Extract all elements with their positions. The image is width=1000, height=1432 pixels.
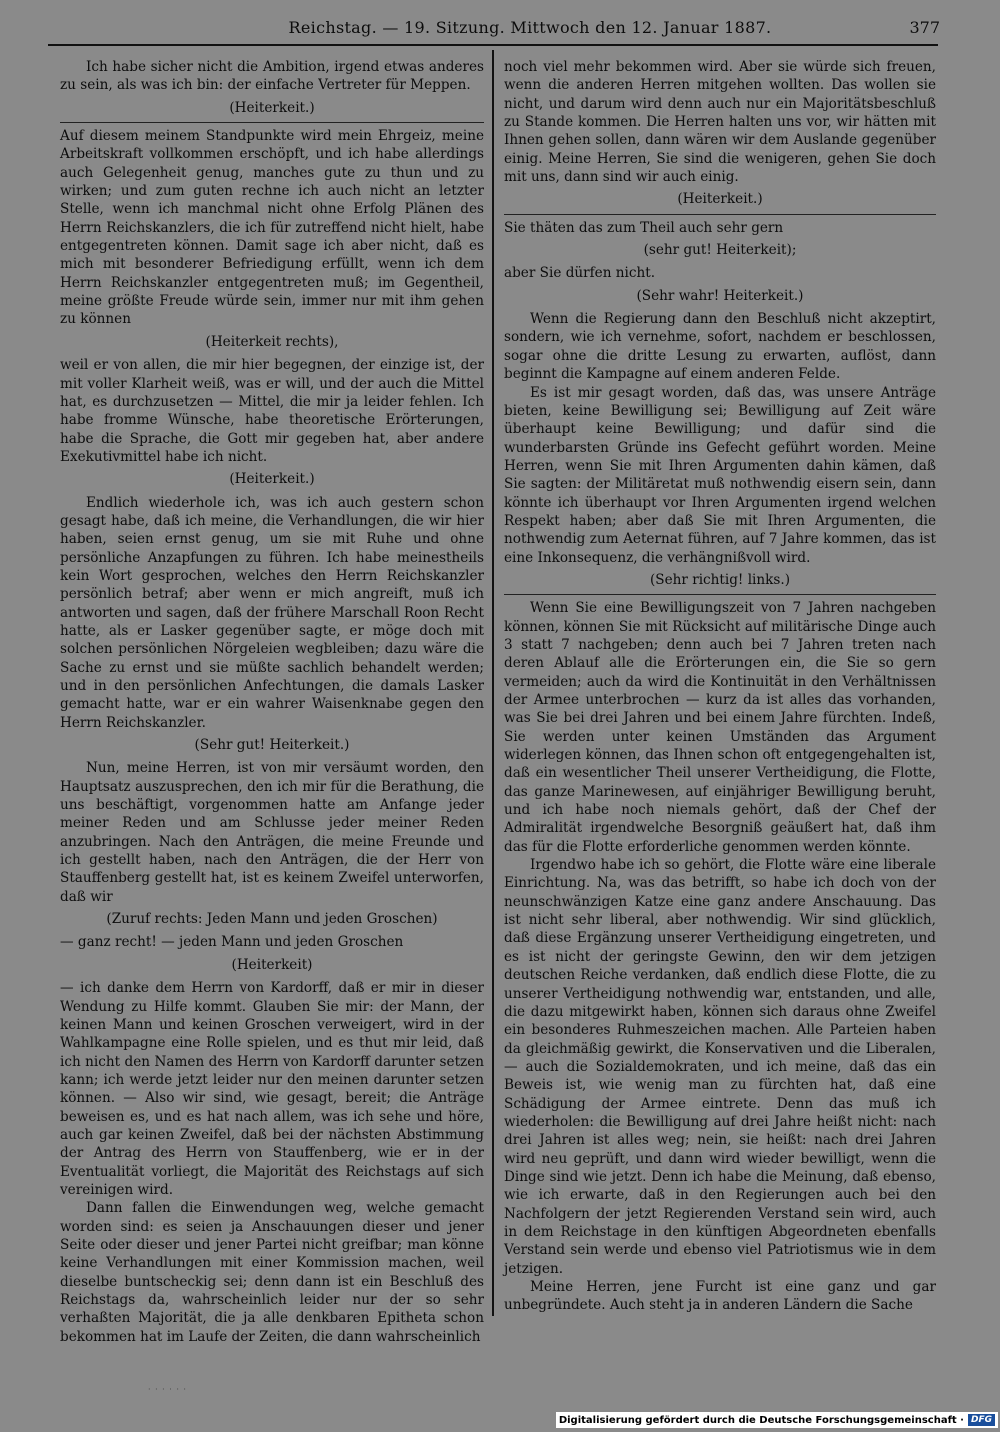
interjection: (Sehr wahr! Heiterkeit.): [636, 287, 804, 304]
paragraph: Es ist mir gesagt worden, daß das, was unsere Anträge bieten, keine Bewilligung sei; Bewilligung auf Zeit wäre überhaupt keine Bewilligung; und dafür sind die wunderbarsten Gründe ins Gefecht geführt worden. Meine Herren, wenn Sie mit Ihren Argumenten dahin kämen, daß Sie sagten: der Militäretat muß nothwendig eisern sein, dann könnte ich überhaupt vor Ihren Argumenten irgend welchen Respekt haben; aber daß Sie mit Ihren Argumenten, die nothwendig zum Aeternat führen, auf 7 Jahre kommen, das ist eine Inkonsequenz, die verhängnißvoll wird.: [504, 384, 936, 566]
dfg-logo: DFG: [968, 1414, 995, 1426]
page-number: 377: [909, 18, 940, 37]
paragraph: Ich habe sicher nicht die Ambition, irgend etwas anderes zu sein, als was ich bin: der einfache Vertreter für Meppen.: [60, 59, 484, 94]
right-column: [504, 58, 936, 1315]
interjection: (sehr gut! Heiterkeit);: [643, 242, 797, 259]
paragraph: — ich danke dem Herrn von Kardorff, daß er mir in dieser Wendung zu Hilfe kommt. Glauben Sie mir: der Mann, der keinen Mann und keinen Groschen verweigert, wird in der Wahlkampagne eine Rolle spielen, und es thut mir leid, daß ich nicht den Namen des Herrn von Kardorff darunter setzen kann; ich werde jetzt leider nur den meinen darunter setzen können. — Also wir sind, wie gesagt, bereit; die Anträge beweisen es, und es hat nach allem, was ich sehe und höre, auch gar keinen Zweifel, daß bei der nächsten Abstimmung der Antrag des Herrn von Stauffenberg, wie er in der Eventualität vorliegt, die Majorität des Reichstags auf sich vereinigen wird.: [60, 980, 484, 1198]
paragraph: aber Sie dürfen nicht.: [504, 265, 656, 282]
paragraph: Dann fallen die Einwendungen weg, welche gemacht worden sind: es seien ja Anschauungen dieser und jener Seite oder dieser und jener Partei nicht greifbar; man könne keine Verhandlungen mit einer Kommission machen, weil dieselbe buntscheckig sei; denn dann ist ein Beschluß des Reichstags da, wahrscheinlich leider nur der so sehr verhaßten Majorität, die ja alle denkbaren Epitheta schon bekommen hat im Laufe der Zeiten, die dann wahrscheinlich: [60, 1200, 484, 1345]
left-column: [60, 58, 484, 1346]
interjection: (Zuruf rechts: Jeden Mann und jeden Groschen): [106, 911, 438, 928]
divider: [60, 122, 484, 123]
paragraph: — ganz recht! — jeden Mann und jeden Groschen: [60, 934, 404, 951]
paragraph: weil er von allen, die mir hier begegnen, der einzige ist, der mit voller Klarheit weiß, was er will, und der auch die Mittel hat, es durchzusetzen — Mittel, die mir ja leider fehlen. Ich habe fromme Wünsche, habe theoretische Erörterungen, habe die Sprache, die Gott mir gegeben hat, aber andere Exekutivmittel habe ich nicht.: [60, 357, 484, 465]
paragraph: noch viel mehr bekommen wird. Aber sie würde sich freuen, wenn die anderen Herren mitgehen wollten. Das wollen sie nicht, und darum wird denn auch nur ein Majoritätsbeschluß zu Stande kommen. Die Herren halten uns vor, wir hätten mit Ihnen gehen sollen, dann wären wir dem Auslande gegenüber einig. Meine Herren, Sie sind die wenigeren, gehen Sie doch mit uns, dann sind wir auch einig.: [504, 59, 936, 186]
interjection: (Heiterkeit rechts),: [205, 333, 339, 350]
credit-text: Digitalisierung gefördert durch die Deutsche Forschungsgemeinschaft ·: [558, 1414, 964, 1426]
interjection: (Sehr gut! Heiterkeit.): [194, 737, 350, 754]
paragraph: Wenn Sie eine Bewilligungszeit von 7 Jahren nachgeben können, können Sie mit Rücksicht auf militärische Dinge auch 3 statt 7 nachgeben; denn auch bei 7 Jahren treten nach deren Ablauf alle die Erörterungen ein, die Sie so gern vermeiden; auch da wird die Kontinuität in den Verhältnissen der Armee unterbrochen — kurz da ist alles das vorhanden, was Sie bei drei Jahren und bei einem Jahre fürchten. Indeß, Sie werden unter keinen Umständen das Argument widerlegen können, das Ihnen schon oft entgegengehalten ist, daß ein wesentlicher Theil unserer Vertheidigung, die Flotte, das ganze Marinewesen, auf einjähriger Bewilligung beruht, und ich habe noch niemals gehört, daß der Chef der Admiralität irgendwelche Besorgniß geäußert hat, daß ihm das für die Flotte erforderliche genommen werden könnte.: [504, 600, 936, 855]
interjection: (Heiterkeit): [231, 956, 313, 973]
digitization-credit: [556, 1412, 998, 1428]
paragraph: Wenn die Regierung dann den Beschluß nicht akzeptirt, sondern, wie ich vernehme, sofort, nachdem er beschlossen, sogar ohne die dritte Lesung zu erwarten, auflöst, dann beginnt die Kampagne auf einem anderen Felde.: [504, 311, 936, 383]
paragraph: Meine Herren, jene Furcht ist eine ganz und gar unbegründete. Auch steht ja in anderen Ländern die Sache: [504, 1279, 936, 1314]
divider: [504, 214, 936, 215]
running-title: Reichstag. — 19. Sitzung. Mittwoch den 12. Januar 1887.: [288, 18, 772, 37]
paragraph: Auf diesem meinem Standpunkte wird mein Ehrgeiz, meine Arbeitskraft vollkommen erschöpft, und ich habe allerdings auch Gelegenheit genug, manches gute zu thun und zu wirken; und zum guten rechne ich auch nicht an letzter Stelle, wenn ich manchmal nicht ohne Erfolg Plänen des Herrn Reichskanzlers, die ich für zutreffend nicht hielt, habe entgegentreten können. Damit sage ich aber nicht, daß es mich mit besonderer Befriedigung erfüllt, wenn ich dem Herrn Reichskanzler entgegentreten muß; im Gegentheil, meine größte Freude würde sein, immer nur mit ihm gehen zu können: [60, 128, 484, 328]
paragraph: Nun, meine Herren, ist von mir versäumt worden, den Hauptsatz auszusprechen, den ich mir für die Berathung, die uns beschäftigt, vorgenommen hatte am Anfange jeder meiner Reden und am Schlusse jeder meiner Reden anzubringen. Nach den Anträgen, die meine Freunde und ich gestellt haben, nach den Anträgen, die der Herr von Stauffenberg gestellt hat, ist es keinem Zweifel unterworfen, daß wir: [60, 760, 484, 905]
paragraph: Irgendwo habe ich so gehört, die Flotte wäre eine liberale Einrichtung. Na, was das betrifft, so habe ich doch von der neunschwänzigen Katze eine ganz andere Anschauung. Das ist nicht sehr liberal, aber nothwendig. Wir sind glücklich, daß diese Ergänzung unserer Vertheidigung eingetreten, und es ist nicht der geringste Gewinn, den wir dem jetzigen deutschen Reiche verdanken, daß endlich diese Flotte, die zu unserer Vertheidigung nothwendig war, entstanden, und alle, die dazu mitgewirkt haben, können sich daraus ohne Zweifel ein besonderes Ruhmeszeichen machen. Alle Parteien haben da gleichmäßig gewirkt, die Konservativen und die Liberalen, — auch die Sozialdemokraten, und ich meine, daß das ein Beweis ist, wie wenig man zu fürchten hat, daß eine Schädigung der Armee eintrete. Denn das muß ich wiederholen: die Bewilligung auf drei Jahre heißt nicht: nach drei Jahren ist alles weg; nein, sie heißt: nach drei Jahren wird neu geprüft, und dann wird wieder bewilligt, wenn die Dinge sind wie jetzt. Denn ich habe die Meinung, daß ebenso, wie ich erwarte, daß in den Regierungen auch bei den Nachfolgern der jetzt Regierenden Verstand sein wird, auch in dem Reichstage in den künftigen Abgeordneten ebenfalls Verstand sein werde und ebenso viel Patriotismus wie in dem jetzigen.: [504, 857, 936, 1277]
running-head: [50, 18, 940, 44]
interjection: (Heiterkeit.): [229, 471, 315, 488]
scan-marks: · · · · · ·: [148, 1385, 187, 1394]
divider: [504, 594, 936, 595]
interjection: (Heiterkeit.): [229, 99, 315, 116]
paragraph: Endlich wiederhole ich, was ich auch gestern schon gesagt habe, daß ich meine, die Verhandlungen, die wir hier haben, seien ernst genug, um sie mit Ruhe und ohne persönliche Anzapfungen zu führen. Ich habe meinestheils kein Wort gesprochen, welches den Herrn Reichskanzler persönlich betraf; aber wenn er mich angreift, muß ich antworten und sagen, daß der frühere Marschall Roon Recht hatte, als er Lasker gegenüber sagte, er möge doch mit solchen persönlichen Nörgeleien wegbleiben; dazu wäre die Sache zu ernst und sie müßte sachlich behandelt werden; und in den persönlichen Anfechtungen, die damals Lasker gemacht hatte, war er ein wahrer Waisenknabe gegen den Herrn Reichskanzler.: [60, 494, 484, 731]
interjection: (Heiterkeit.): [677, 191, 763, 208]
interjection: (Sehr richtig! links.): [649, 571, 791, 588]
paragraph: Sie thäten das zum Theil auch sehr gern: [504, 219, 784, 236]
header-rule: [48, 44, 938, 46]
column-divider: [492, 50, 494, 1316]
